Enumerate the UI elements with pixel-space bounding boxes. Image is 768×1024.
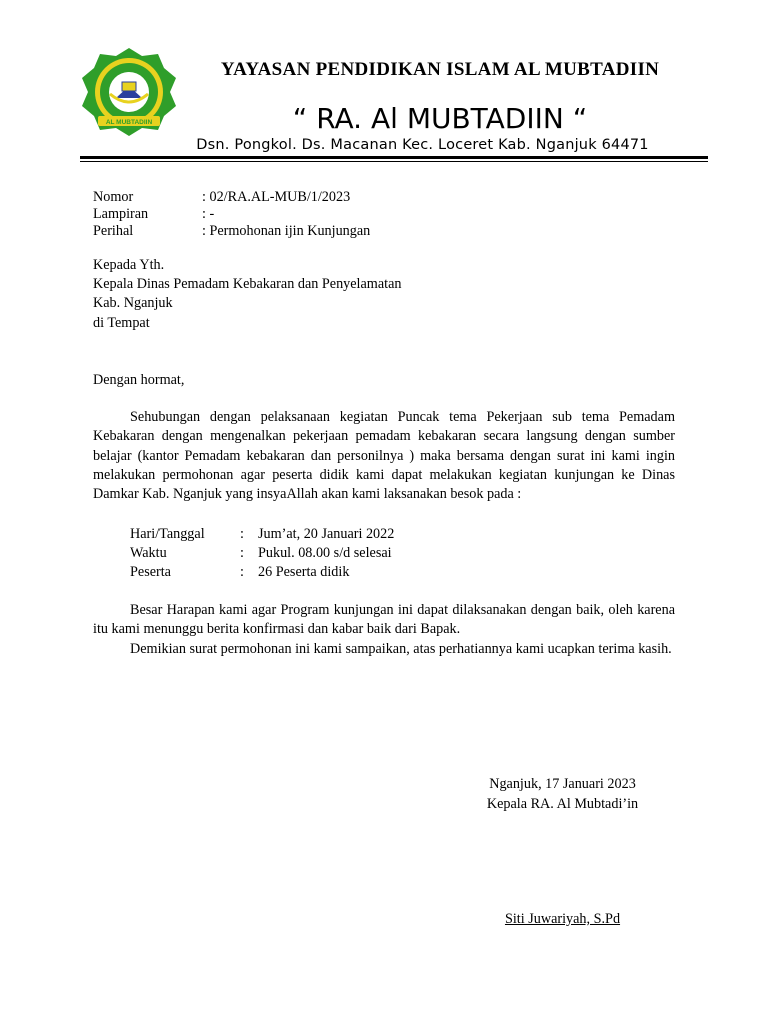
meta-value-lampiran: : - (202, 206, 215, 222)
meta-value-perihal: : Permohonan ijin Kunjungan (202, 223, 371, 239)
detail-value-participants: 26 Peserta didik (258, 564, 350, 580)
signature-place-date: Nganjuk, 17 Januari 2023 (489, 776, 636, 792)
closing-paragraph-1: Besar Harapan kami agar Program kunjungan ini dapat dilaksanakan dengan baik, oleh karena itu kami menunggu berita konfirmasi dan kabar baik dari Bapak. (93, 602, 675, 638)
recipient-line: Kepada Yth. (93, 257, 165, 273)
recipient-line: Kab. Nganjuk (93, 295, 173, 311)
meta-label-nomor: Nomor (93, 189, 134, 205)
school-logo (80, 46, 178, 138)
signature-name-text: Siti Juwariyah, S.Pd (504, 911, 621, 927)
signature-position: Kepala RA. Al Mubtadi’in (486, 796, 639, 812)
school-address: Dsn. Pongkol. Ds. Macanan Kec. Loceret Kab. Nganjuk 64471 (196, 137, 649, 153)
foundation-name: YAYASAN PENDIDIKAN ISLAM AL MUBTADIIN (220, 59, 660, 80)
meta-label-lampiran: Lampiran (93, 206, 149, 222)
header-rule-thick (80, 156, 708, 159)
detail-separator: : (240, 545, 244, 561)
detail-separator: : (240, 526, 244, 542)
recipient-line: Kepala Dinas Pemadam Kebakaran dan Penyelamatan (93, 276, 402, 292)
meta-value-nomor: : 02/RA.AL-MUB/1/2023 (202, 189, 351, 205)
logo-text: AL MUBTADIIN (105, 119, 153, 126)
detail-label-participants: Peserta (130, 564, 171, 580)
meta-label-perihal: Perihal (93, 223, 134, 239)
signature-name (455, 910, 670, 928)
detail-separator: : (240, 564, 244, 580)
detail-value-date: Jum’at, 20 Januari 2022 (258, 526, 395, 542)
detail-label-date: Hari/Tanggal (130, 526, 205, 542)
detail-value-time: Pukul. 08.00 s/d selesai (258, 545, 392, 561)
greeting: Dengan hormat, (93, 372, 185, 388)
closing-paragraph-2: Demikian surat permohonan ini kami sampaikan, atas perhatiannya kami ucapkan terima kasih. (130, 641, 672, 657)
detail-label-time: Waktu (130, 545, 167, 561)
school-name: “ RA. Al MUBTADIIN “ (292, 102, 588, 135)
header-rule-thin (80, 161, 708, 162)
body-paragraph: Sehubungan dengan pelaksanaan kegiatan Puncak tema Pekerjaan sub tema Pemadam Kebakaran dengan mengenalkan pekerjaan pemadam kebakaran secara langsung dengan sumber belajar (kantor Pemadam kebakaran dan personilnya ) maka bersama dengan surat ini kami ingin melakukan permohonan agar peserta didik kami dapat melakukan kegiatan kunjungan ke Dinas Damkar Kab. Nganjuk yang insyaAllah akan kami laksanakan besok pada : (93, 409, 675, 503)
recipient-line: di Tempat (93, 315, 150, 331)
